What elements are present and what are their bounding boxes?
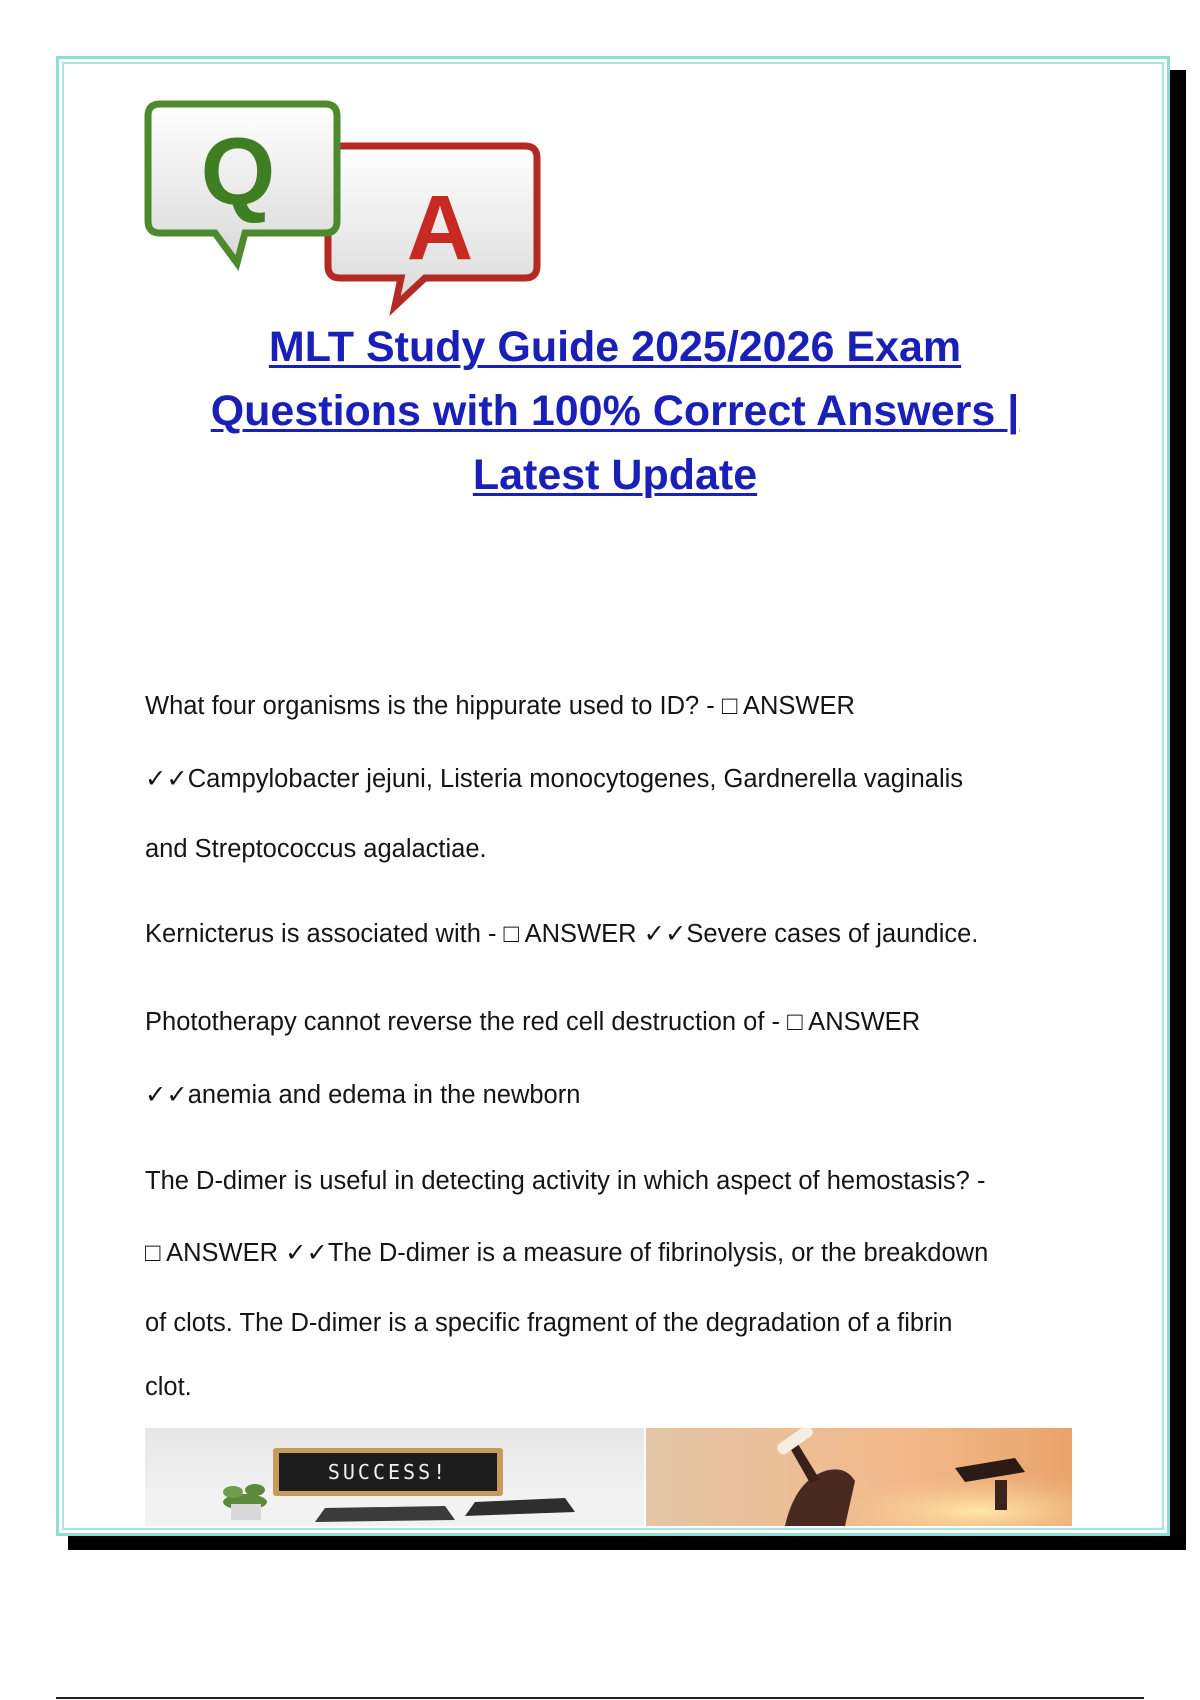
qa-line: What four organisms is the hippurate used to ID? - □ ANSWER xyxy=(145,692,855,720)
qa-line: □ ANSWER ✓✓The D-dimer is a measure of fibrinolysis, or the breakdown xyxy=(145,1239,989,1267)
qa-line: Kernicterus is associated with - □ ANSWER ✓✓Severe cases of jaundice. xyxy=(145,920,979,948)
qa-line: ✓✓Campylobacter jejuni, Listeria monocytogenes, Gardnerella vaginalis xyxy=(145,765,964,793)
title-line-3[interactable]: Latest Update xyxy=(472,451,758,499)
qa-line: Phototherapy cannot reverse the red cell destruction of - □ ANSWER xyxy=(145,1008,921,1036)
qa-line: ✓✓anemia and edema in the newborn xyxy=(145,1081,581,1109)
logo-letter-a: A xyxy=(406,177,474,279)
title-line-1[interactable]: MLT Study Guide 2025/2026 Exam xyxy=(268,323,962,371)
success-chalkboard-desk-photo xyxy=(145,1428,645,1526)
qa-speech-bubbles-icon xyxy=(140,86,560,316)
logo-letter-q: Q xyxy=(200,118,276,225)
qa-line: of clots. The D-dimer is a specific fragment of the degradation of a fibrin xyxy=(145,1309,953,1337)
title-line-2[interactable]: Questions with 100% Correct Answers | xyxy=(210,387,1020,435)
graduate-holding-diploma-photo xyxy=(645,1428,1072,1526)
qa-line: clot. xyxy=(145,1373,192,1401)
qa-line: The D-dimer is useful in detecting activity in which aspect of hemostasis? - xyxy=(145,1167,986,1195)
chalkboard-text: SUCCESS! xyxy=(327,1460,449,1484)
success-banner xyxy=(145,1428,1072,1526)
qa-line: and Streptococcus agalactiae. xyxy=(145,835,487,863)
page-title[interactable] xyxy=(120,315,1110,507)
footer-divider xyxy=(56,1697,1144,1699)
